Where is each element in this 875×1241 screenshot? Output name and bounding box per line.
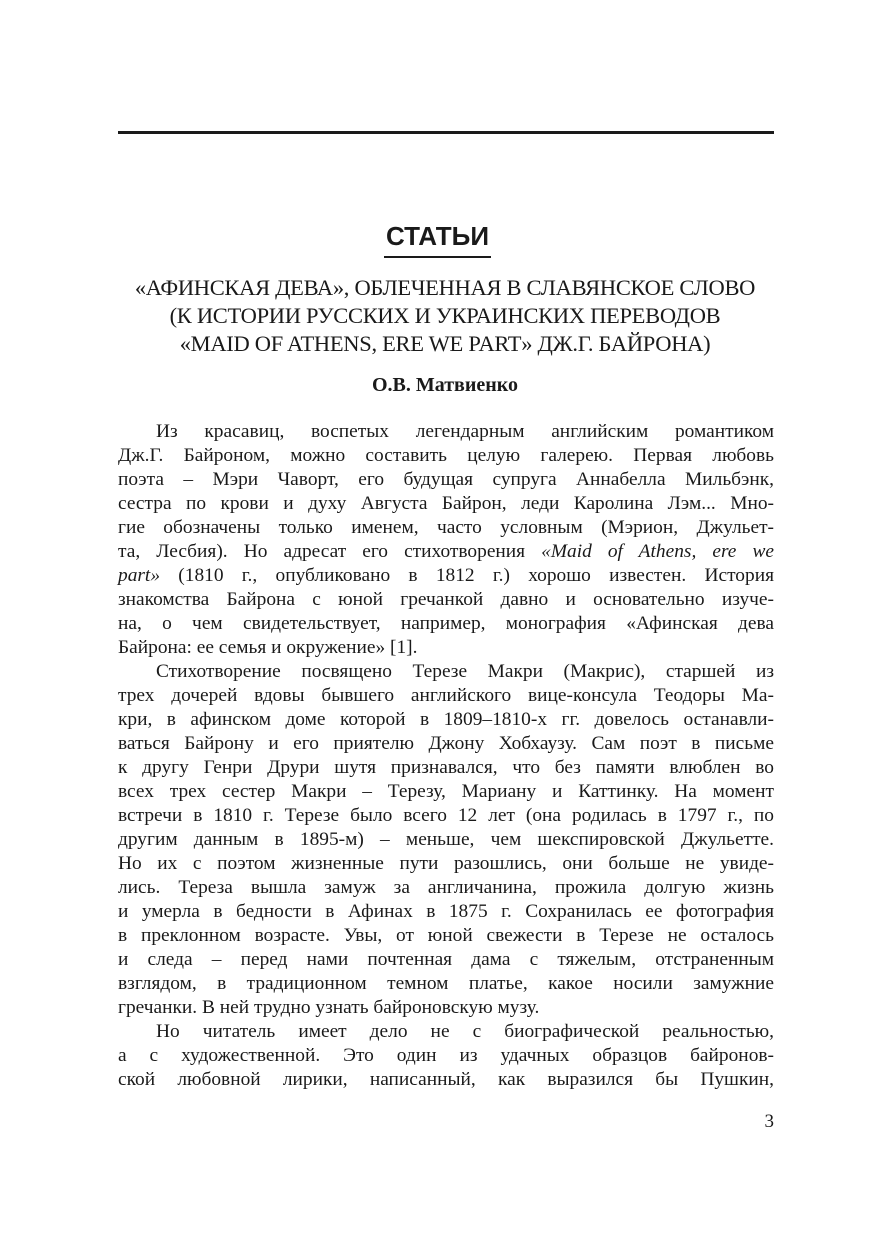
body-line: к другу Генри Друри шутя признавался, что без памяти влюблен во: [118, 757, 774, 778]
body-line: а с художественной. Это один из удачных образцов байронов-: [118, 1045, 774, 1066]
body-line: лись. Тереза вышла замуж за англичанина, прожила долгую жизнь: [118, 877, 774, 898]
body-line: гие обозначены только именем, часто условным (Мэрион, Джульет-: [118, 517, 774, 538]
body-line: [118, 564, 774, 588]
body-line: в преклонном возрасте. Увы, от юной свежести в Терезе не осталось: [118, 925, 774, 946]
body-line: ваться Байрону и его приятелю Джону Хобхаузу. Сам поэт в письме: [118, 733, 774, 754]
section-heading-text: СТАТЬИ: [384, 218, 491, 258]
body-text-run: та, Лесбия). Но адресат его стихотворения: [118, 541, 542, 562]
body-line: Стихотворение посвящено Терезе Макри (Макрис), старшей из: [156, 661, 774, 682]
body-line: другим данным в 1895-м) – меньше, чем шекспировской Джульетте.: [118, 829, 774, 850]
article-title-line: «MAID OF ATHENS, ERE WE PART» ДЖ.Г. БАЙРОНА): [179, 331, 711, 356]
poem-title-italic: part»: [118, 565, 161, 586]
article-author: О.В. Матвиенко: [371, 374, 519, 396]
body-line: [118, 540, 774, 564]
body-line: сестра по крови и духу Августа Байрон, леди Каролина Лэм... Мно-: [118, 493, 774, 514]
article-title-line: (К ИСТОРИИ РУССКИХ И УКРАИНСКИХ ПЕРЕВОДОВ: [169, 303, 721, 328]
body-line: Дж.Г. Байроном, можно составить целую галерею. Первая любовь: [118, 445, 774, 466]
body-line: кри, в афинском доме которой в 1809–1810-х гг. довелось останавли-: [118, 709, 774, 730]
body-line: ской любовной лирики, написанный, как выразился бы Пушкин,: [118, 1069, 774, 1090]
body-line: всех трех сестер Макри – Терезу, Мариану и Каттинку. На момент: [118, 781, 774, 802]
body-line: взглядом, в традиционном темном платье, какое носили замужние: [118, 973, 774, 994]
body-line: Из красавиц, воспетых легендарным английским романтиком: [156, 421, 774, 442]
body-line: трех дочерей вдовы бывшего английского вице-консула Теодоры Ма-: [118, 685, 774, 706]
article-title: [80, 274, 810, 358]
body-line: гречанки. В ней трудно узнать байроновскую музу.: [118, 997, 540, 1018]
body-line: Но их с поэтом жизненные пути разошлись, они больше не увиде-: [118, 853, 774, 874]
body-line: Байрона: ее семья и окружение» [1].: [118, 637, 418, 658]
body-line: знакомства Байрона с юной гречанкой давно и основательно изуче-: [118, 589, 774, 610]
body-line: поэта – Мэри Чаворт, его будущая супруга Аннабелла Мильбэнк,: [118, 469, 774, 490]
body-line: и умерла в бедности в Афинах в 1875 г. Сохранилась ее фотография: [118, 901, 774, 922]
article-title-line: «АФИНСКАЯ ДЕВА», ОБЛЕЧЕННАЯ В СЛАВЯНСКОЕ СЛОВО: [134, 275, 756, 300]
section-heading: [0, 218, 875, 258]
body-line: на, о чем свидетельствует, например, монография «Афинская дева: [118, 613, 774, 634]
body-line: Но читатель имеет дело не с биографической реальностью,: [156, 1021, 774, 1042]
body-text-run: (1810 г., опубликовано в 1812 г.) хорошо известен. История: [160, 565, 774, 586]
body-line: встречи в 1810 г. Терезе было всего 12 лет (она родилась в 1797 г., по: [118, 805, 774, 826]
header-rule: [118, 131, 774, 134]
page-number: 3: [764, 1111, 774, 1132]
poem-title-italic: «Maid of Athens, ere we: [541, 541, 775, 562]
body-line: и следа – перед нами почтенная дама с тяжелым, отстраненным: [118, 949, 774, 970]
